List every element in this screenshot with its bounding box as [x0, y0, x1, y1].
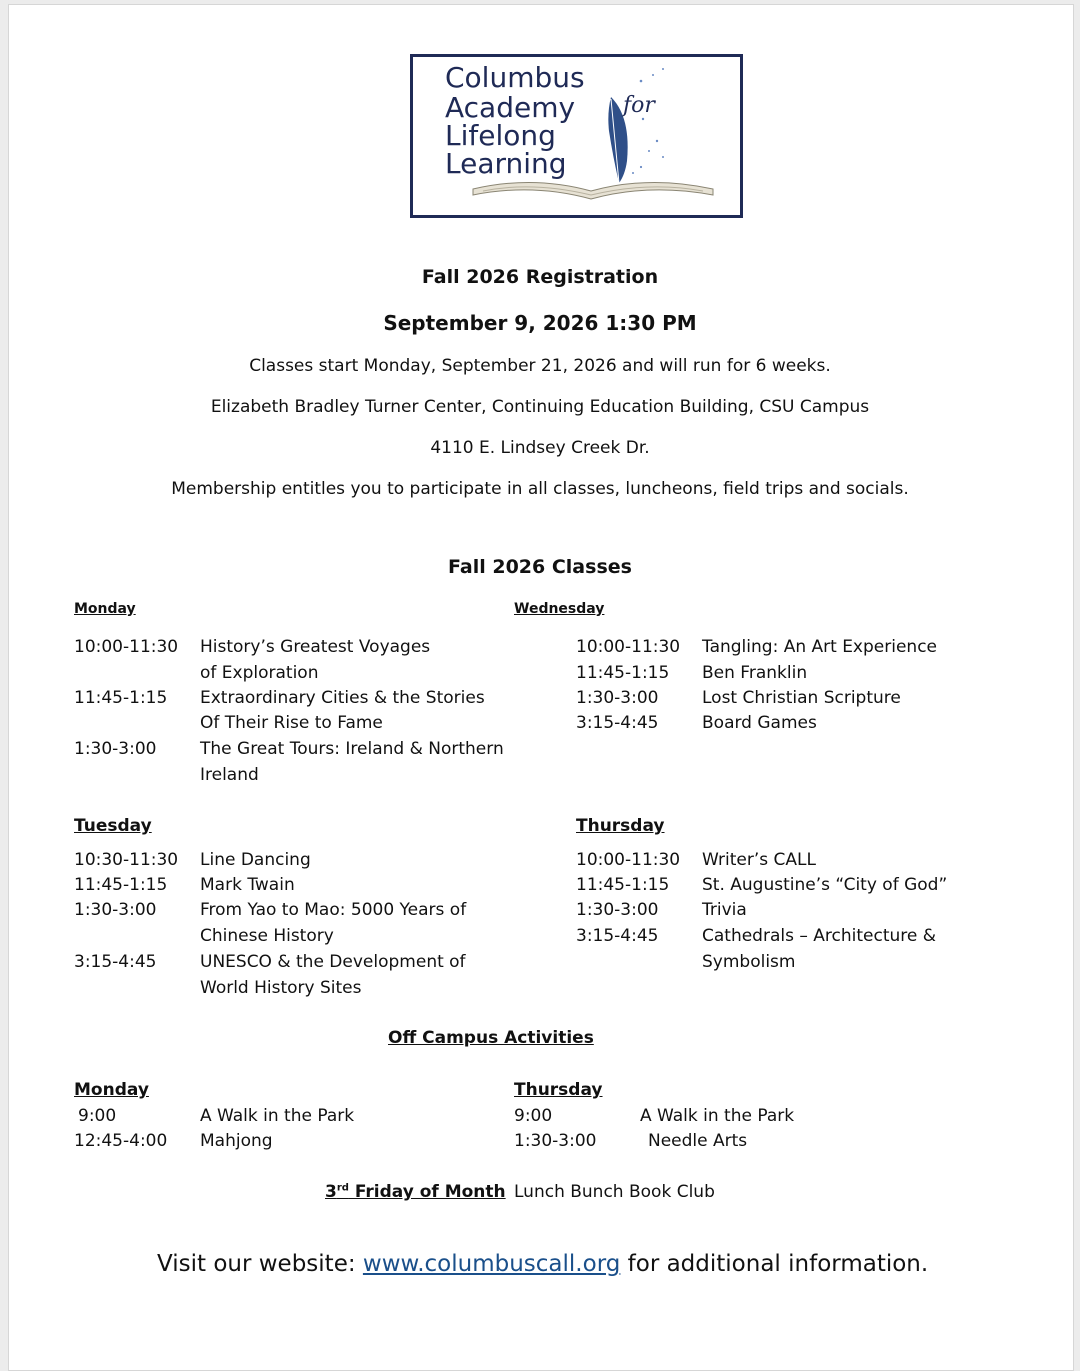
thursday-class: St. Augustine’s “City of God”	[702, 875, 948, 895]
thursday-class: Trivia	[702, 900, 747, 920]
website-link[interactable]: www.columbuscall.org	[362, 1251, 621, 1277]
wednesday-header: Wednesday	[514, 601, 605, 617]
monday-class: History’s Greatest Voyages	[200, 637, 431, 657]
wednesday-time: 11:45-1:15	[576, 663, 670, 683]
monday-class: The Great Tours: Ireland & Northern	[200, 739, 504, 759]
tuesday-class: World History Sites	[200, 978, 362, 998]
wednesday-time: 10:00-11:30	[576, 637, 681, 657]
thursday-time: 10:00-11:30	[576, 850, 681, 870]
wednesday-class: Board Games	[702, 713, 817, 733]
monday-time: 1:30-3:00	[74, 739, 157, 759]
off-campus-monday-activity: A Walk in the Park	[200, 1106, 355, 1126]
logo-line-learning: Learning	[445, 147, 567, 180]
off-campus-thursday-activity: Needle Arts	[648, 1131, 748, 1151]
registration-date: September 9, 2026 1:30 PM	[383, 311, 697, 335]
tuesday-class: Line Dancing	[200, 850, 311, 870]
monday-class: Ireland	[200, 765, 259, 785]
monday-header: Monday	[74, 601, 136, 617]
thursday-time: 1:30-3:00	[576, 900, 659, 920]
off-campus-thursday-time: 9:00	[514, 1106, 553, 1126]
monday-class: Of Their Rise to Fame	[200, 713, 383, 733]
wednesday-class: Tangling: An Art Experience	[702, 637, 937, 657]
website-line: Visit our website: www.columbuscall.org for additional information.	[157, 1251, 929, 1277]
thursday-class: Cathedrals – Architecture &	[702, 926, 937, 946]
monday-time: 11:45-1:15	[74, 688, 168, 708]
thursday-time: 3:15-4:45	[576, 926, 659, 946]
thursday-header: Thursday	[576, 816, 665, 836]
logo-line-columbus: Columbus	[445, 61, 585, 94]
tuesday-class: Mark Twain	[200, 875, 295, 895]
wednesday-class: Lost Christian Scripture	[702, 688, 901, 708]
classes-title: Fall 2026 Classes	[448, 556, 632, 578]
off-campus-thursday-header: Thursday	[514, 1080, 603, 1100]
tuesday-time: 11:45-1:15	[74, 875, 168, 895]
wednesday-time: 3:15-4:45	[576, 713, 659, 733]
tuesday-class: From Yao to Mao: 5000 Years of	[200, 900, 467, 920]
tuesday-time: 3:15-4:45	[74, 952, 157, 972]
off-campus-monday-header: Monday	[74, 1080, 149, 1100]
wednesday-class: Ben Franklin	[702, 663, 808, 683]
address-text: 4110 E. Lindsey Creek Dr.	[430, 438, 650, 458]
tuesday-header: Tuesday	[74, 816, 152, 836]
wednesday-time: 1:30-3:00	[576, 688, 659, 708]
thursday-time: 11:45-1:15	[576, 875, 670, 895]
logo-line-lifelong: Lifelong	[445, 119, 556, 152]
tuesday-class: UNESCO & the Development of	[200, 952, 466, 972]
tuesday-time: 10:30-11:30	[74, 850, 179, 870]
off-campus-thursday-activity: A Walk in the Park	[640, 1106, 795, 1126]
location-text: Elizabeth Bradley Turner Center, Continuing Education Building, CSU Campus	[210, 397, 870, 417]
classes-start-text: Classes start Monday, September 21, 2026 and will run for 6 weeks.	[249, 356, 831, 376]
off-campus-monday-activity: Mahjong	[200, 1131, 273, 1151]
off-campus-monday-time: 12:45-4:00	[74, 1131, 168, 1151]
monday-class: of Exploration	[200, 663, 319, 683]
membership-text: Membership entitles you to participate in all classes, luncheons, field trips and socials.	[171, 479, 909, 499]
call-logo	[410, 54, 743, 218]
tuesday-time: 1:30-3:00	[74, 900, 157, 920]
off-campus-title: Off Campus Activities	[388, 1028, 594, 1048]
off-campus-thursday-time: 1:30-3:00	[514, 1131, 597, 1151]
tuesday-class: Chinese History	[200, 926, 334, 946]
logo-line-academy: Academy	[445, 91, 576, 124]
logo-for-text: for	[623, 93, 655, 118]
thursday-class: Symbolism	[702, 952, 796, 972]
registration-title: Fall 2026 Registration	[421, 266, 659, 288]
off-campus-monday-time: 9:00	[78, 1106, 117, 1126]
thursday-class: Writer’s CALL	[702, 850, 816, 870]
third-friday-activity: Lunch Bunch Book Club	[514, 1182, 715, 1202]
monday-class: Extraordinary Cities & the Stories	[200, 688, 485, 708]
third-friday-label: 3rd Friday of Month	[325, 1182, 506, 1202]
monday-time: 10:00-11:30	[74, 637, 179, 657]
